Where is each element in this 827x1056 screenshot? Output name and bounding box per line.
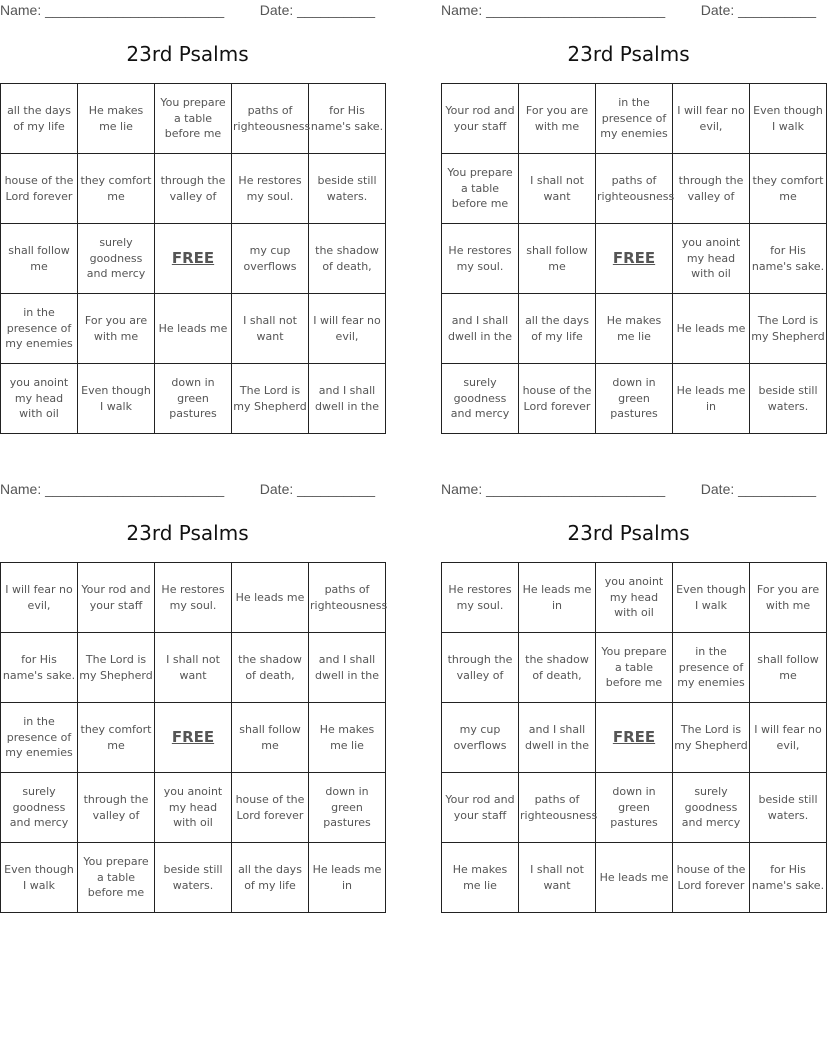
bingo-row xyxy=(1,224,386,294)
bingo-cell: I will fear no evil, xyxy=(1,563,78,633)
bingo-row xyxy=(1,563,386,633)
bingo-cell: beside still waters. xyxy=(750,773,827,843)
bingo-cell: He leads me in xyxy=(309,843,386,913)
bingo-cell: He makes me lie xyxy=(309,703,386,773)
bingo-cell: surely goodness and mercy xyxy=(1,773,78,843)
name-field-label: Name: _______________________ xyxy=(441,2,666,18)
bingo-cell: you anoint my head with oil xyxy=(673,224,750,294)
bingo-cell: through the valley of xyxy=(78,773,155,843)
bingo-row xyxy=(1,843,386,913)
card-title: 23rd Psalms xyxy=(126,42,249,66)
date-field-label: Date: __________ xyxy=(700,481,816,497)
bingo-cell: paths of righteousness xyxy=(519,773,596,843)
bingo-card xyxy=(441,0,825,440)
bingo-row xyxy=(442,773,827,843)
bingo-cell: my cup overflows xyxy=(232,224,309,294)
bingo-cell: He leads me in xyxy=(519,563,596,633)
bingo-cell: You prepare a table before me xyxy=(596,633,673,703)
bingo-cell: The Lord is my Shepherd xyxy=(673,703,750,773)
bingo-cell: For you are with me xyxy=(519,84,596,154)
bingo-cell: I will fear no evil, xyxy=(309,294,386,364)
bingo-row xyxy=(442,563,827,633)
bingo-cell: Your rod and your staff xyxy=(78,563,155,633)
bingo-cell: surely goodness and mercy xyxy=(673,773,750,843)
bingo-cell: He leads me xyxy=(155,294,232,364)
card-title: 23rd Psalms xyxy=(126,521,249,545)
bingo-cell: down in green pastures xyxy=(155,364,232,434)
bingo-cell: Your rod and your staff xyxy=(442,773,519,843)
bingo-cell: I shall not want xyxy=(232,294,309,364)
bingo-row xyxy=(1,154,386,224)
bingo-cell: the shadow of death, xyxy=(232,633,309,703)
bingo-cell: He leads me xyxy=(673,294,750,364)
bingo-cell: I will fear no evil, xyxy=(673,84,750,154)
bingo-cell: shall follow me xyxy=(519,224,596,294)
bingo-cell: For you are with me xyxy=(78,294,155,364)
bingo-cell: and I shall dwell in the xyxy=(309,364,386,434)
bingo-cell: paths of righteousness xyxy=(309,563,386,633)
bingo-cell: I shall not want xyxy=(519,843,596,913)
bingo-cell: Your rod and your staff xyxy=(442,84,519,154)
bingo-cell: they comfort me xyxy=(78,703,155,773)
free-space-cell: FREE xyxy=(596,703,673,773)
bingo-cell: in the presence of my enemies xyxy=(673,633,750,703)
bingo-card xyxy=(441,479,825,919)
bingo-cell: all the days of my life xyxy=(519,294,596,364)
bingo-cell: You prepare a table before me xyxy=(442,154,519,224)
bingo-grid xyxy=(0,83,386,434)
bingo-cell: in the presence of my enemies xyxy=(1,703,78,773)
bingo-cell: down in green pastures xyxy=(309,773,386,843)
bingo-cell: you anoint my head with oil xyxy=(155,773,232,843)
bingo-cell: I shall not want xyxy=(155,633,232,703)
bingo-row xyxy=(442,633,827,703)
bingo-cell: through the valley of xyxy=(442,633,519,703)
bingo-cell: down in green pastures xyxy=(596,773,673,843)
bingo-cell: they comfort me xyxy=(750,154,827,224)
bingo-cell: for His name's sake. xyxy=(750,843,827,913)
bingo-cell: through the valley of xyxy=(155,154,232,224)
bingo-cell: The Lord is my Shepherd xyxy=(78,633,155,703)
bingo-card xyxy=(0,0,384,440)
bingo-row xyxy=(442,843,827,913)
bingo-cell: You prepare a table before me xyxy=(78,843,155,913)
bingo-cell: He restores my soul. xyxy=(442,224,519,294)
free-space-cell: FREE xyxy=(596,224,673,294)
bingo-cell: He restores my soul. xyxy=(155,563,232,633)
bingo-cell: through the valley of xyxy=(673,154,750,224)
bingo-cell: in the presence of my enemies xyxy=(596,84,673,154)
bingo-cell: house of the Lord forever xyxy=(232,773,309,843)
card-title: 23rd Psalms xyxy=(567,521,690,545)
date-field-label: Date: __________ xyxy=(700,2,816,18)
bingo-cell: you anoint my head with oil xyxy=(1,364,78,434)
name-field-label: Name: _______________________ xyxy=(441,481,666,497)
bingo-grid xyxy=(441,83,827,434)
name-field-label: Name: _______________________ xyxy=(0,2,225,18)
bingo-cell: Even though I walk xyxy=(78,364,155,434)
bingo-cell: for His name's sake. xyxy=(1,633,78,703)
bingo-row xyxy=(442,294,827,364)
bingo-cell: shall follow me xyxy=(232,703,309,773)
bingo-cell: for His name's sake. xyxy=(309,84,386,154)
bingo-cell: all the days of my life xyxy=(232,843,309,913)
bingo-cell: He leads me in xyxy=(673,364,750,434)
bingo-cell: Even though I walk xyxy=(673,563,750,633)
bingo-cell: shall follow me xyxy=(1,224,78,294)
free-space-cell: FREE xyxy=(155,703,232,773)
bingo-cell: they comfort me xyxy=(78,154,155,224)
bingo-row xyxy=(1,364,386,434)
bingo-row xyxy=(1,773,386,843)
bingo-row xyxy=(1,703,386,773)
bingo-cell: He restores my soul. xyxy=(442,563,519,633)
bingo-cell: and I shall dwell in the xyxy=(519,703,596,773)
name-field-label: Name: _______________________ xyxy=(0,481,225,497)
bingo-cell: He makes me lie xyxy=(596,294,673,364)
bingo-cell: He leads me xyxy=(232,563,309,633)
bingo-cell: house of the Lord forever xyxy=(1,154,78,224)
bingo-cell: I shall not want xyxy=(519,154,596,224)
bingo-row xyxy=(1,294,386,364)
bingo-row xyxy=(442,154,827,224)
bingo-cell: Even though I walk xyxy=(750,84,827,154)
bingo-cell: shall follow me xyxy=(750,633,827,703)
bingo-cell: He makes me lie xyxy=(442,843,519,913)
bingo-cell: beside still waters. xyxy=(309,154,386,224)
bingo-cell: Even though I walk xyxy=(1,843,78,913)
bingo-cell: beside still waters. xyxy=(155,843,232,913)
bingo-cell: the shadow of death, xyxy=(309,224,386,294)
bingo-row xyxy=(442,224,827,294)
bingo-cell: surely goodness and mercy xyxy=(78,224,155,294)
bingo-row xyxy=(1,84,386,154)
bingo-row xyxy=(1,633,386,703)
bingo-cell: surely goodness and mercy xyxy=(442,364,519,434)
date-field-label: Date: __________ xyxy=(259,2,375,18)
bingo-cell: The Lord is my Shepherd xyxy=(232,364,309,434)
bingo-cell: For you are with me xyxy=(750,563,827,633)
bingo-cell: You prepare a table before me xyxy=(155,84,232,154)
bingo-cell: He restores my soul. xyxy=(232,154,309,224)
bingo-cell: The Lord is my Shepherd xyxy=(750,294,827,364)
bingo-cell: He makes me lie xyxy=(78,84,155,154)
bingo-card xyxy=(0,479,388,919)
bingo-cell: paths of righteousness xyxy=(596,154,673,224)
bingo-cell: my cup overflows xyxy=(442,703,519,773)
bingo-cell: in the presence of my enemies xyxy=(1,294,78,364)
bingo-cell: beside still waters. xyxy=(750,364,827,434)
bingo-cell: down in green pastures xyxy=(596,364,673,434)
bingo-row xyxy=(442,703,827,773)
bingo-cell: and I shall dwell in the xyxy=(442,294,519,364)
bingo-cell: for His name's sake. xyxy=(750,224,827,294)
bingo-cell: I will fear no evil, xyxy=(750,703,827,773)
bingo-row xyxy=(442,364,827,434)
bingo-grid xyxy=(0,562,386,913)
bingo-cell: house of the Lord forever xyxy=(673,843,750,913)
bingo-cell: the shadow of death, xyxy=(519,633,596,703)
bingo-row xyxy=(442,84,827,154)
bingo-grid xyxy=(441,562,827,913)
bingo-cell: and I shall dwell in the xyxy=(309,633,386,703)
bingo-cell: you anoint my head with oil xyxy=(596,563,673,633)
bingo-cell: paths of righteousness xyxy=(232,84,309,154)
card-title: 23rd Psalms xyxy=(567,42,690,66)
free-space-cell: FREE xyxy=(155,224,232,294)
date-field-label: Date: __________ xyxy=(259,481,375,497)
bingo-cell: all the days of my life xyxy=(1,84,78,154)
bingo-cell: house of the Lord forever xyxy=(519,364,596,434)
bingo-cell: He leads me xyxy=(596,843,673,913)
